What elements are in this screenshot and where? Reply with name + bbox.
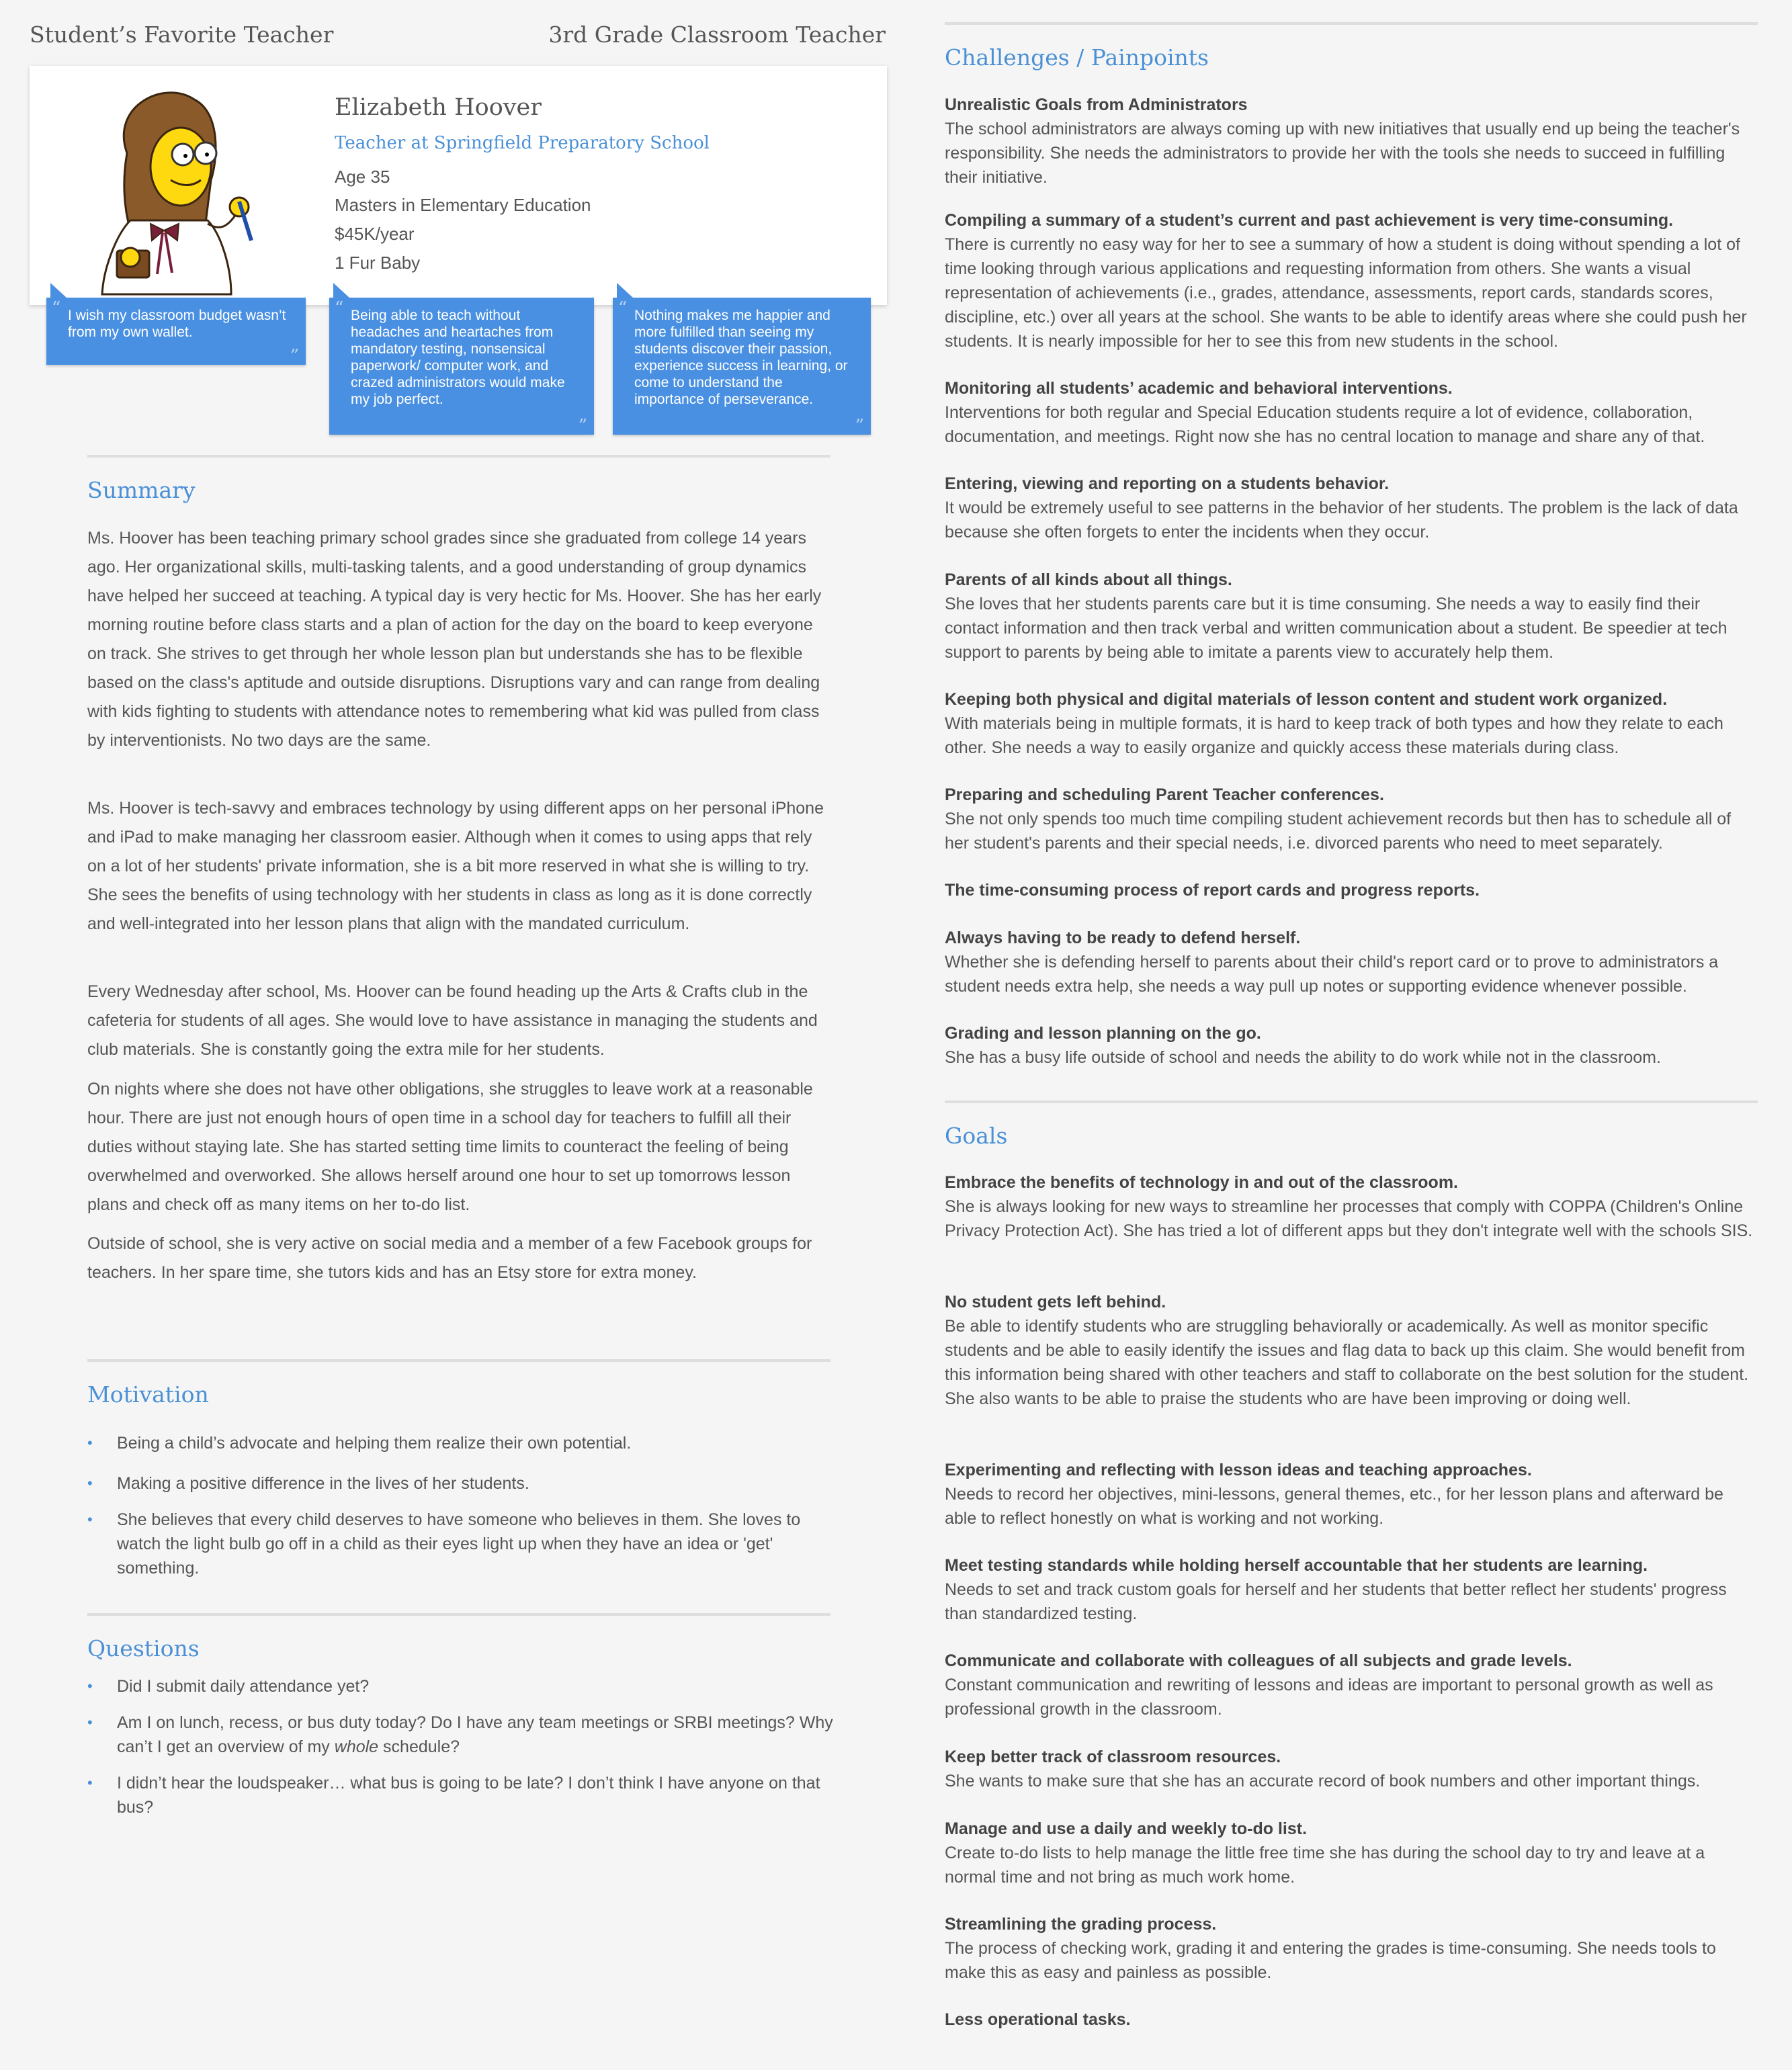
quote-open-icon: “ xyxy=(52,298,61,318)
divider xyxy=(945,22,1758,25)
quote-bubble-1 xyxy=(46,298,306,365)
goal-item: Experimenting and reflecting with lesson ideas and teaching approaches. Needs to record her objectives, mini-lessons, general themes, etc., for her lesson plans and afterward be able to reflect honestly on what is working and not working. xyxy=(945,1461,1723,1528)
quote-bubble-2 xyxy=(329,298,594,435)
challenges-heading: Challenges / Painpoints xyxy=(945,44,1209,71)
persona-name: Elizabeth Hoover xyxy=(335,94,542,121)
persona-pets: 1 Fur Baby xyxy=(335,253,421,273)
list-item: • Did I submit daily attendance yet? xyxy=(87,1674,835,1698)
goal-item: Less operational tasks. xyxy=(945,2010,1131,2029)
quote-close-icon: ” xyxy=(290,346,299,366)
list-item: • Being a child’s advocate and helping them realize their own potential. xyxy=(87,1431,835,1455)
quote-text: Nothing makes me happier and more fulfilled than seeing my students discover their passion, experience success in learning, or come to understand the importance of perseverance. xyxy=(634,308,848,407)
quote-close-icon: ” xyxy=(578,416,587,436)
persona-education: Masters in Elementary Education xyxy=(335,195,591,215)
list-item: • She believes that every child deserves to have someone who believes in them. She loves to watch the light bulb go off in a child as their eyes light up when they have an idea or 'get' something. xyxy=(87,1508,835,1580)
motivation-heading: Motivation xyxy=(87,1381,209,1408)
challenge-item: Grading and lesson planning on the go. She has a busy life outside of school and needs the ability to do work while not in the classroom. xyxy=(945,1024,1661,1067)
challenge-item: Monitoring all students’ academic and behavioral interventions. Interventions for both regular and Special Education students require a lot of evidence, collaboration, documentation, and meetings. Right now she has no central location to manage and share any of that. xyxy=(945,379,1705,446)
goal-item: Streamlining the grading process. The process of checking work, grading it and entering the grades is time-consuming. She needs tools to make this as easy and painless as possible. xyxy=(945,1915,1716,1982)
divider xyxy=(87,1613,830,1616)
persona-age: Age 35 xyxy=(335,167,390,187)
quote-bubble-3 xyxy=(613,298,871,435)
summary-paragraph: Ms. Hoover has been teaching primary school grades since she graduated from college 14 years ago. Her organizational skills, multi-tasking talents, and a good understanding of group dynamics have helped her succeed at teaching. A typical day is very hectic for Ms. Hoover. She has her early morning routine before class starts and a plan of action for the day on the board to keep everyone on track. She strives to get through her whole lesson plan but understands she has to be flexible based on the class's aptitude and outside disruptions. Disruptions vary and can range from dealing with kids fighting to students with attendance notes to remembering what kid was pulled from class by interventionists. No two days are the same. xyxy=(87,529,822,750)
motivation-list xyxy=(87,1431,835,1580)
quote-open-icon: “ xyxy=(335,298,344,318)
goal-item: Manage and use a daily and weekly to-do list. Create to-do lists to help manage the little free time she has during the school day to try and leave at a normal time and not bring as much work home. xyxy=(945,1819,1705,1887)
challenge-item: Parents of all kinds about all things. She loves that her students parents care but it is time consuming. She needs a way to easily find their contact information and then track verbal and written communication about a student. Be speedier at tech support to parents by being able to imitate a parents view to accurately help them. xyxy=(945,570,1727,662)
challenge-item: Preparing and scheduling Parent Teacher conferences. She not only spends too much time compiling student achievement records but then has to schedule all of her student's parents and their special needs, i.e. divorced parents who need to meet separately. xyxy=(945,785,1732,853)
challenge-item: Compiling a summary of a student’s current and past achievement is very time-consuming. There is currently no easy way for her to see a summary of how a student is doing without spending a lot of time looking through various applications and requesting information from others. She wants a visual representation of achievements (i.e., grades, attendance, assessments, report cards, standards scores, discipline, etc.) over all years at the school. She wants to be able to identify areas where she could push her students. It is nearly impossible for her to see this from new students in the school. xyxy=(945,211,1747,351)
goal-item: Meet testing standards while holding herself accountable that her students are learning. Needs to set and track custom goals for herself and her students that better reflect her students' progress than standardized testing. xyxy=(945,1556,1727,1623)
summary-paragraph: Outside of school, she is very active on social media and a member of a few Facebook groups for teachers. In her spare time, she tutors kids and has an Etsy store for extra money. xyxy=(87,1234,812,1282)
goal-item: Keep better track of classroom resources. She wants to make sure that she has an accurate record of book numbers and other important things. xyxy=(945,1748,1701,1791)
persona-role-header: 3rd Grade Classroom Teacher xyxy=(548,21,886,48)
goal-item: Embrace the benefits of technology in and out of the classroom. She is always looking for new ways to streamline her processes that comply with COPPA (Children's Online Privacy Protection Act). She has tried a lot of different apps but they don't integrate well with the schools SIS. xyxy=(945,1173,1753,1240)
questions-list xyxy=(87,1674,835,1819)
divider xyxy=(87,455,830,458)
list-item: • I didn’t hear the loudspeaker… what bus is going to be late? I don’t think I have anyone on that bus? xyxy=(87,1771,835,1819)
divider xyxy=(945,1101,1758,1103)
quote-text: Being able to teach without headaches and heartaches from mandatory testing, nonsensical paperwork/ computer work, and crazed administrators would make my job perfect. xyxy=(351,308,565,407)
goal-item: Communicate and collaborate with colleagues of all subjects and grade levels. Constant communication and rewriting of lessons and ideas are important to personal growth as well as professional growth in the classroom. xyxy=(945,1651,1713,1719)
divider xyxy=(87,1359,830,1362)
left-column xyxy=(0,0,894,2070)
goals-heading: Goals xyxy=(945,1123,1008,1149)
summary-paragraph: Every Wednesday after school, Ms. Hoover can be found heading up the Arts & Crafts club in the cafeteria for students of all ages. She would love to have assistance in managing the students and club materials. She is constantly going the extra mile for her students. xyxy=(87,982,818,1059)
persona-workplace: Teacher at Springfield Preparatory School xyxy=(335,133,710,153)
goal-item: No student gets left behind. Be able to identify students who are struggling behaviorally or academically. As well as monitor specific students and be able to easily identify the issues and flag data to back up this claim. She would benefit from this information being shared with other teachers and staff to collaborate on the best solution for the student. She also wants to be able to praise the students who are have been improving or doing well. xyxy=(945,1293,1749,1408)
challenge-item: The time-consuming process of report cards and progress reports. xyxy=(945,881,1480,900)
challenge-item: Unrealistic Goals from Administrators The school administrators are always coming up with new initiatives that usually end up being the teacher's responsibility. She needs the administrators to provide her with the tools she needs to succeed in fulfilling their initiative. xyxy=(945,95,1740,187)
summary-paragraph: On nights where she does not have other obligations, she struggles to leave work at a reasonable hour. There are just not enough hours of open time in a school day for teachers to fulfill all their duties without staying late. She has started setting time limits to counteract the feeling of being overwhelmed and overworked. She allows herself around one hour to set up tomorrows lesson plans and check off as many items on her to-do list. xyxy=(87,1080,813,1214)
questions-heading: Questions xyxy=(87,1635,200,1662)
summary-heading: Summary xyxy=(87,477,196,503)
challenge-item: Keeping both physical and digital materials of lesson content and student work organized. With materials being in multiple formats, it is hard to keep track of both types and how they relate to each other. She needs a way to easily organize and quickly access these materials during class. xyxy=(945,690,1723,757)
persona-tagline: Student’s Favorite Teacher xyxy=(30,21,334,48)
profile-card xyxy=(30,66,887,305)
quote-close-icon: ” xyxy=(855,416,864,436)
quote-open-icon: “ xyxy=(618,298,628,318)
summary-paragraph: Ms. Hoover is tech-savvy and embraces technology by using different apps on her personal iPhone and iPad to make managing her classroom easier. Although when it comes to using apps that rely on a lot of her students' private information, she is a bit more reserved in what she is willing to try. She sees the benefits of using technology with her students in class as long as it is done correctly and well-integrated into her lesson plans that align with the mandated curriculum. xyxy=(87,799,824,933)
persona-salary: $45K/year xyxy=(335,224,415,244)
list-item: • Am I on lunch, recess, or bus duty today? Do I have any team meetings or SRBI meetings? Why can’t I get an overview of my whole schedule? xyxy=(87,1711,835,1759)
teacher-avatar-illustration xyxy=(63,79,285,301)
challenge-item: Entering, viewing and reporting on a students behavior. It would be extremely useful to see patterns in the behavior of her students. The problem is the lack of data because she often forgets to enter the incidents when they occur. xyxy=(945,474,1738,542)
list-item: • Making a positive difference in the lives of her students. xyxy=(87,1471,835,1496)
quote-text: I wish my classroom budget wasn’t from my own wallet. xyxy=(68,308,286,340)
challenge-item: Always having to be ready to defend herself. Whether she is defending herself to parents about their child's report card or to prove to administrators a student needs extra help, she needs a way pull up notes or supporting evidence whenever possible. xyxy=(945,929,1719,996)
